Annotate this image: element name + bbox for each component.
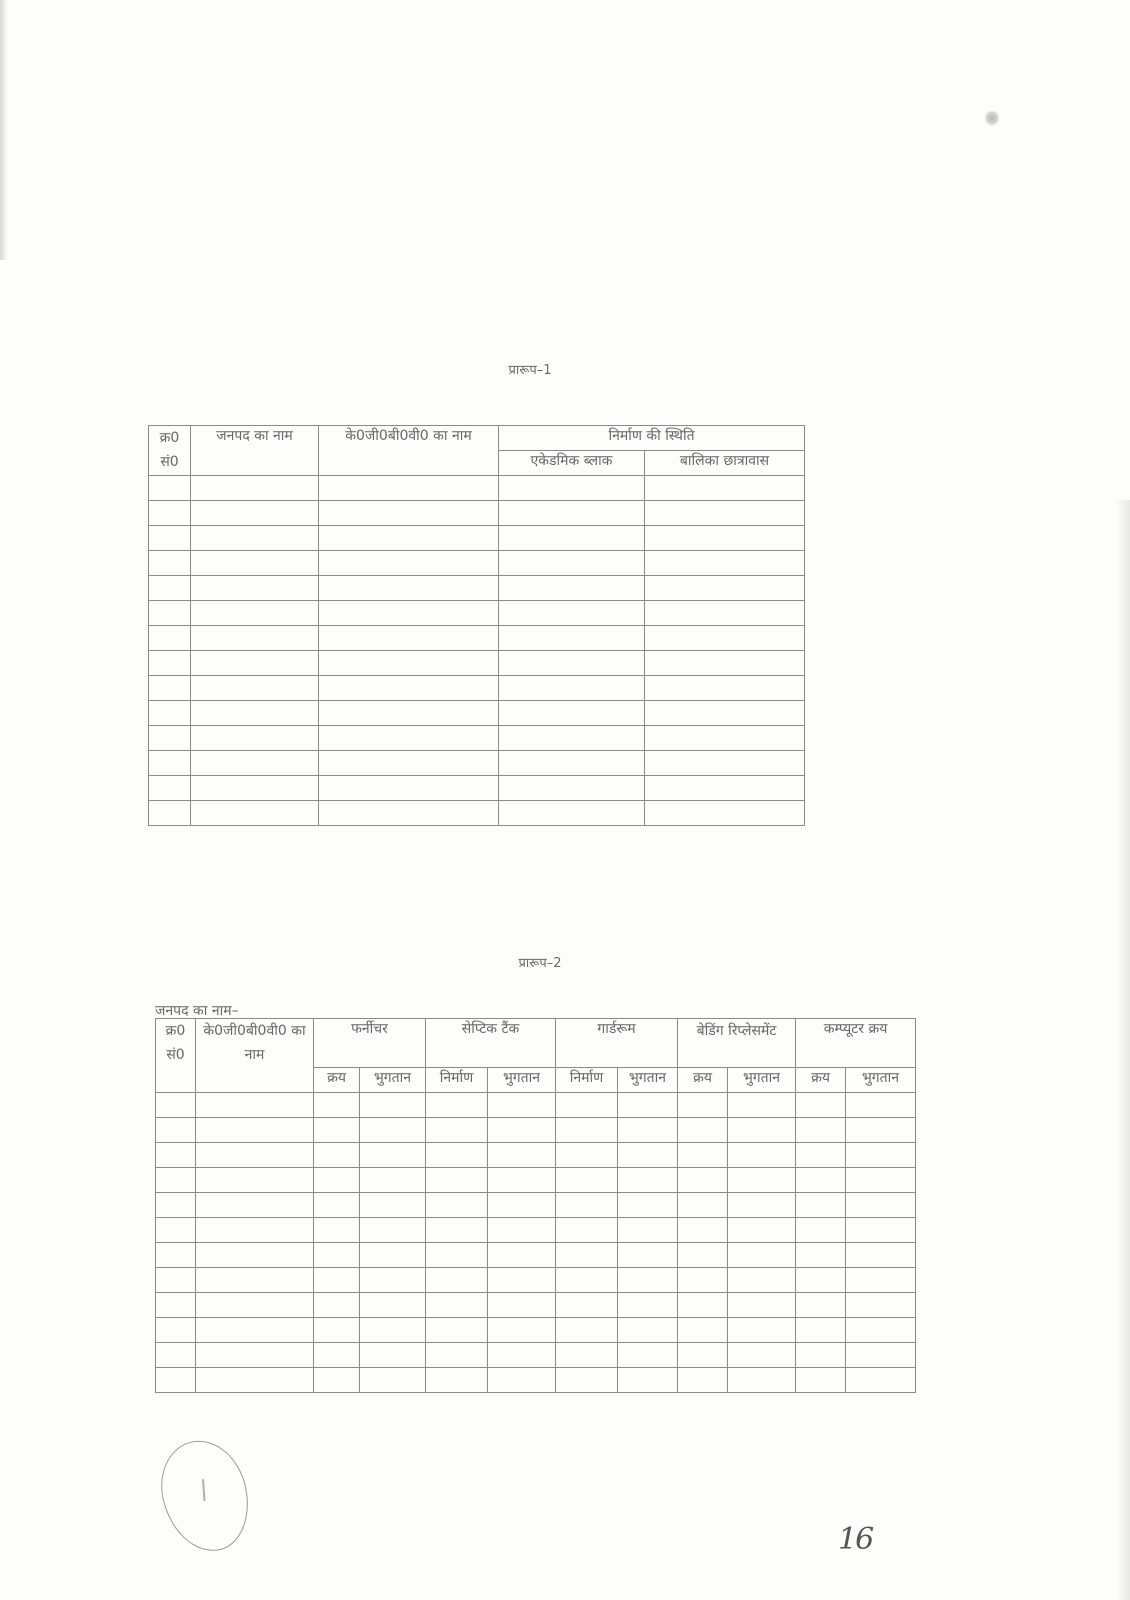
girls-hostel-header: बालिका छात्रावास [645,451,805,476]
table-cell [156,1368,196,1393]
table-cell [488,1168,556,1193]
table-row [149,676,805,701]
table-cell [360,1343,426,1368]
table-cell [149,651,191,676]
table-cell [196,1318,314,1343]
table-cell [645,676,805,701]
table-cell [360,1243,426,1268]
table-cell [191,601,319,626]
guard-payment-header: भुगतान [618,1068,678,1093]
table-cell [488,1218,556,1243]
table-row [156,1193,916,1218]
kgbv-name-header: के0जी0बी0वी0 का नाम [319,426,499,476]
table-cell [556,1318,618,1343]
table-cell [499,626,645,651]
table-cell [319,576,499,601]
table-cell [556,1118,618,1143]
table-cell [499,651,645,676]
table-cell [499,476,645,501]
table-cell [645,501,805,526]
table-cell [618,1318,678,1343]
table-cell [191,476,319,501]
table-cell [728,1293,796,1318]
septic-construction-header: निर्माण [426,1068,488,1093]
table-row [156,1268,916,1293]
table-cell [556,1243,618,1268]
table-cell [846,1118,916,1143]
academic-block-header: एकेडमिक ब्लाक [499,451,645,476]
construction-status-header: निर्माण की स्थिति [499,426,805,451]
table-cell [728,1193,796,1218]
table-cell [426,1318,488,1343]
table-cell [360,1368,426,1393]
district-name-label: जनपद का नाम– [155,1003,239,1019]
table-cell [196,1293,314,1318]
septic-payment-header: भुगतान [488,1068,556,1093]
table-cell [645,726,805,751]
table-cell [488,1193,556,1218]
table-cell [796,1218,846,1243]
table-cell [499,701,645,726]
table-cell [678,1193,728,1218]
table-cell [149,501,191,526]
table-cell [499,526,645,551]
table-cell [618,1118,678,1143]
table-cell [319,501,499,526]
table-cell [149,726,191,751]
table-cell [191,526,319,551]
table-cell [191,751,319,776]
scan-speck [985,110,999,126]
table-row [149,551,805,576]
table-cell [556,1168,618,1193]
table-cell [426,1343,488,1368]
table-cell [618,1218,678,1243]
table-cell [156,1343,196,1368]
table-cell [314,1193,360,1218]
table-cell [618,1193,678,1218]
table-cell [499,601,645,626]
table-cell [678,1218,728,1243]
table-cell [796,1268,846,1293]
table-cell [156,1268,196,1293]
table-cell [499,501,645,526]
table-cell [149,601,191,626]
table-cell [728,1343,796,1368]
bedding-payment-header: भुगतान [728,1068,796,1093]
table-cell [728,1168,796,1193]
table-cell [196,1193,314,1218]
table-cell [645,601,805,626]
guard-construction-header: निर्माण [556,1068,618,1093]
table-cell [191,776,319,801]
table-cell [728,1143,796,1168]
table-cell [488,1368,556,1393]
furniture-purchase-header: क्रय [314,1068,360,1093]
table-row [149,701,805,726]
table-cell [618,1293,678,1318]
table-cell [728,1118,796,1143]
table-cell [360,1318,426,1343]
table-cell [846,1193,916,1218]
bedding-replacement-header: बेडिंग रिप्लेसमेंट [678,1019,796,1068]
format-2-table-body [156,1093,916,1393]
table-cell [678,1118,728,1143]
table-cell [426,1293,488,1318]
table-cell [156,1293,196,1318]
table-cell [149,776,191,801]
table-cell [426,1118,488,1143]
table-cell [196,1143,314,1168]
table-cell [678,1093,728,1118]
table-cell [556,1293,618,1318]
table-cell [319,701,499,726]
table-cell [645,651,805,676]
table-cell [156,1093,196,1118]
table-row [156,1168,916,1193]
table-cell [618,1268,678,1293]
table-cell [149,626,191,651]
table-cell [360,1143,426,1168]
table-cell [846,1143,916,1168]
table-cell [191,726,319,751]
table-cell [319,751,499,776]
table-cell [149,751,191,776]
table-cell [796,1093,846,1118]
table-cell [191,501,319,526]
table-cell [499,801,645,826]
table-cell [319,526,499,551]
table-cell [426,1093,488,1118]
format-1-title: प्रारूप–1 [508,363,552,378]
table-row [156,1243,916,1268]
handwritten-circle-mark [152,1432,257,1559]
table-cell [149,476,191,501]
table-cell [556,1218,618,1243]
table-cell [796,1343,846,1368]
scan-edge-shadow [0,0,8,260]
table-cell [645,751,805,776]
table-cell [149,551,191,576]
furniture-header: फर्नीचर [314,1019,426,1068]
table-row [156,1318,916,1343]
table-row [156,1218,916,1243]
table-cell [796,1193,846,1218]
table-cell [191,701,319,726]
table-cell [191,626,319,651]
septic-tank-header: सेप्टिक टैंक [426,1019,556,1068]
table-cell [796,1143,846,1168]
table-cell [488,1243,556,1268]
table-cell [499,551,645,576]
table-cell [360,1093,426,1118]
table-cell [360,1293,426,1318]
table-cell [360,1268,426,1293]
table-cell [196,1168,314,1193]
table-cell [678,1368,728,1393]
table-cell [426,1168,488,1193]
table-cell [678,1343,728,1368]
table-row [149,526,805,551]
table-cell [796,1243,846,1268]
table-cell [499,726,645,751]
table-cell [499,776,645,801]
table-cell [149,576,191,601]
table-row [149,476,805,501]
table-cell [360,1193,426,1218]
table-cell [728,1268,796,1293]
table-cell [499,676,645,701]
table-cell [314,1293,360,1318]
table-cell [645,626,805,651]
table-cell [360,1118,426,1143]
table-cell [556,1368,618,1393]
table-cell [846,1218,916,1243]
table-cell [556,1343,618,1368]
table-row [149,626,805,651]
table-cell [156,1193,196,1218]
table-cell [556,1143,618,1168]
table-cell [319,626,499,651]
table-cell [149,701,191,726]
table-cell [191,676,319,701]
table-row [156,1293,916,1318]
table-cell [196,1218,314,1243]
table-row [149,801,805,826]
table-cell [618,1143,678,1168]
table-cell [196,1118,314,1143]
table-cell [846,1368,916,1393]
computer-payment-header: भुगतान [846,1068,916,1093]
table-cell [678,1143,728,1168]
table-cell [678,1318,728,1343]
table-cell [499,576,645,601]
table-cell [191,651,319,676]
table-cell [678,1293,728,1318]
table-cell [191,576,319,601]
table-cell [645,776,805,801]
table-cell [149,801,191,826]
table-cell [314,1143,360,1168]
table-cell [556,1268,618,1293]
computer-purchase-sub-header: क्रय [796,1068,846,1093]
table-cell [488,1143,556,1168]
table-cell [156,1318,196,1343]
table-cell [314,1168,360,1193]
table-cell [796,1118,846,1143]
serial-no-header: क्र0 सं0 [149,426,191,476]
table-row [149,751,805,776]
format-1-table-body [149,476,805,826]
table-cell [728,1218,796,1243]
table-cell [156,1143,196,1168]
table-cell [360,1168,426,1193]
table-cell [360,1218,426,1243]
furniture-payment-header: भुगतान [360,1068,426,1093]
table-row [149,501,805,526]
kgbv-name-header: के0जी0बी0वी0 का नाम [196,1019,314,1093]
table-cell [319,776,499,801]
guard-room-header: गार्डरूम [556,1019,678,1068]
table-cell [426,1368,488,1393]
table-cell [319,476,499,501]
table-cell [728,1368,796,1393]
table-cell [319,801,499,826]
table-cell [678,1168,728,1193]
table-cell [426,1243,488,1268]
table-row [156,1368,916,1393]
table-cell [196,1268,314,1293]
table-cell [846,1168,916,1193]
table-cell [678,1243,728,1268]
format-1-table [148,425,805,826]
table-cell [314,1268,360,1293]
table-cell [196,1093,314,1118]
table-cell [314,1243,360,1268]
table-cell [796,1368,846,1393]
table-cell [846,1293,916,1318]
table-cell [846,1318,916,1343]
table-cell [314,1218,360,1243]
table-cell [156,1243,196,1268]
table-cell [846,1243,916,1268]
table-row [149,651,805,676]
table-cell [645,701,805,726]
table-cell [314,1118,360,1143]
table-cell [618,1343,678,1368]
table-cell [156,1118,196,1143]
table-cell [314,1343,360,1368]
table-cell [796,1168,846,1193]
table-row [156,1093,916,1118]
format-2-table [155,1018,916,1393]
table-cell [846,1093,916,1118]
district-name-header: जनपद का नाम [191,426,319,476]
table-cell [314,1368,360,1393]
table-cell [618,1243,678,1268]
table-row [156,1343,916,1368]
table-cell [196,1343,314,1368]
table-cell [156,1218,196,1243]
table-cell [488,1093,556,1118]
table-cell [191,801,319,826]
table-cell [846,1343,916,1368]
table-cell [846,1268,916,1293]
table-cell [319,676,499,701]
table-cell [426,1218,488,1243]
table-cell [149,676,191,701]
table-cell [426,1268,488,1293]
table-cell [319,651,499,676]
table-cell [488,1343,556,1368]
format-2-title: प्रारूप–2 [518,956,562,971]
serial-no-header: क्र0 सं0 [156,1019,196,1093]
table-cell [645,476,805,501]
table-cell [796,1293,846,1318]
table-cell [149,526,191,551]
table-cell [645,801,805,826]
table-cell [728,1093,796,1118]
table-cell [728,1243,796,1268]
scan-edge-shadow-right [1116,500,1130,1600]
table-cell [488,1318,556,1343]
table-row [149,776,805,801]
table-cell [678,1268,728,1293]
table-cell [319,551,499,576]
table-cell [618,1368,678,1393]
table-cell [645,576,805,601]
table-row [149,726,805,751]
table-cell [319,726,499,751]
table-cell [426,1193,488,1218]
table-cell [556,1093,618,1118]
table-row [149,601,805,626]
table-cell [319,601,499,626]
table-cell [488,1293,556,1318]
computer-purchase-header: कम्प्यूटर क्रय [796,1019,916,1068]
table-row [156,1143,916,1168]
table-cell [796,1318,846,1343]
table-cell [645,526,805,551]
table-cell [499,751,645,776]
page-number: 16 [838,1522,873,1557]
table-row [156,1118,916,1143]
table-cell [314,1093,360,1118]
table-cell [728,1318,796,1343]
table-row [149,576,805,601]
table-cell [618,1093,678,1118]
bedding-purchase-header: क्रय [678,1068,728,1093]
table-cell [156,1168,196,1193]
table-cell [426,1143,488,1168]
table-cell [556,1193,618,1218]
table-cell [488,1268,556,1293]
table-cell [191,551,319,576]
table-cell [488,1118,556,1143]
table-cell [314,1318,360,1343]
table-cell [618,1168,678,1193]
table-cell [196,1368,314,1393]
table-cell [645,551,805,576]
table-cell [196,1243,314,1268]
